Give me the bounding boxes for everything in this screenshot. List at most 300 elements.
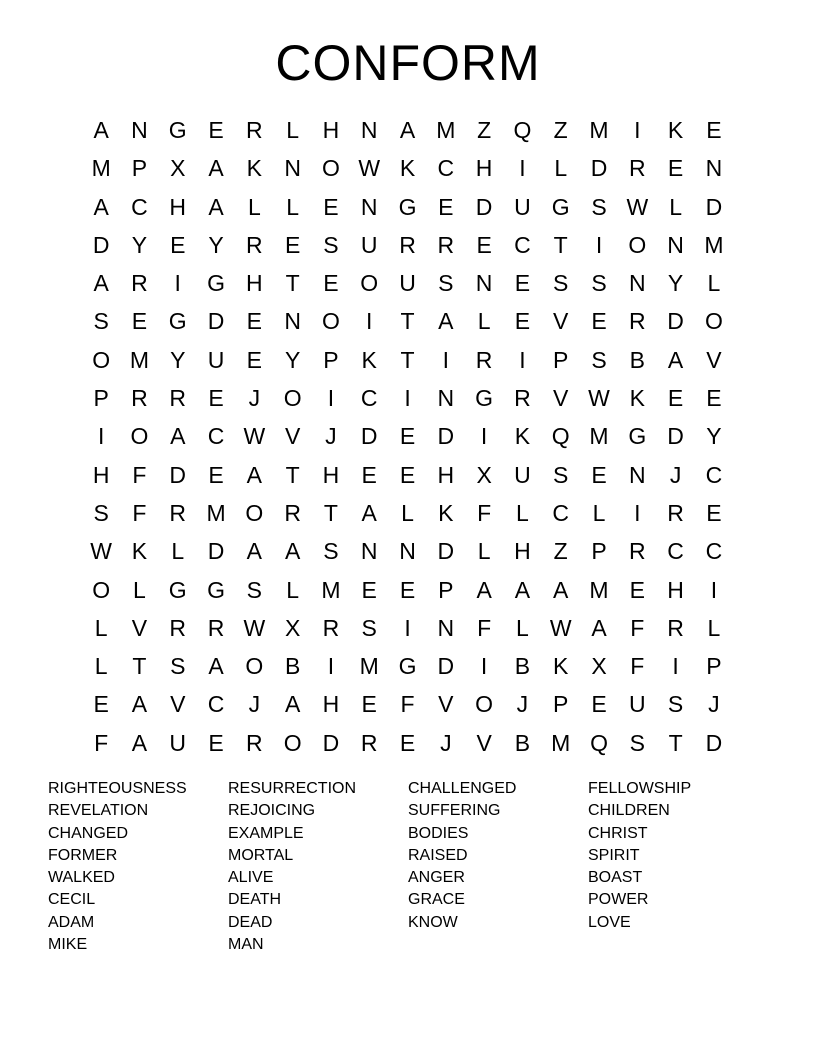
grid-letter[interactable]: D: [705, 193, 723, 220]
grid-letter[interactable]: V: [284, 423, 301, 450]
grid-letter[interactable]: G: [207, 576, 225, 603]
grid-letter[interactable]: E: [361, 691, 377, 718]
grid-letter[interactable]: F: [132, 461, 147, 488]
grid-letter[interactable]: R: [131, 270, 148, 297]
grid-letter[interactable]: O: [321, 155, 340, 182]
grid-letter[interactable]: E: [629, 576, 645, 603]
grid-letter[interactable]: J: [440, 729, 452, 756]
grid-letter[interactable]: L: [247, 193, 261, 220]
grid-letter[interactable]: A: [246, 461, 262, 488]
grid-letter[interactable]: V: [438, 691, 454, 718]
grid-letter[interactable]: W: [588, 385, 610, 412]
grid-letter[interactable]: N: [360, 117, 378, 143]
grid-letter[interactable]: R: [169, 614, 187, 641]
grid-letter[interactable]: C: [360, 385, 378, 412]
grid-letter[interactable]: O: [283, 729, 302, 756]
grid-letter[interactable]: P: [131, 155, 148, 182]
grid-letter[interactable]: P: [591, 538, 607, 565]
grid-letter[interactable]: X: [476, 461, 492, 488]
grid-letter[interactable]: O: [245, 499, 264, 526]
grid-letter[interactable]: H: [322, 461, 340, 488]
grid-letter[interactable]: L: [286, 193, 300, 220]
grid-letter[interactable]: M: [321, 576, 341, 603]
grid-letter[interactable]: G: [168, 308, 187, 335]
grid-letter[interactable]: W: [90, 538, 112, 565]
grid-letter[interactable]: A: [208, 653, 224, 680]
grid-letter[interactable]: E: [208, 461, 224, 488]
grid-letter[interactable]: E: [208, 729, 224, 756]
word-list-item: POWER: [588, 891, 649, 909]
grid-letter[interactable]: Y: [208, 231, 224, 258]
grid-letter[interactable]: N: [667, 231, 684, 258]
grid-letter[interactable]: R: [399, 231, 416, 258]
grid-letter[interactable]: Y: [131, 231, 148, 258]
grid-letter[interactable]: B: [629, 346, 645, 373]
grid-letter[interactable]: O: [92, 576, 111, 603]
grid-letter[interactable]: D: [360, 423, 378, 450]
grid-letter[interactable]: R: [667, 499, 684, 526]
grid-letter[interactable]: S: [93, 499, 109, 526]
grid-letter[interactable]: M: [129, 346, 150, 373]
grid-letter[interactable]: D: [705, 729, 723, 756]
grid-letter[interactable]: W: [243, 614, 266, 641]
grid-letter[interactable]: A: [667, 346, 684, 373]
grid-letter[interactable]: J: [248, 691, 261, 718]
grid-letter[interactable]: I: [710, 576, 718, 603]
grid-letter[interactable]: C: [705, 538, 723, 565]
grid-letter[interactable]: H: [246, 270, 263, 297]
grid-letter[interactable]: A: [514, 576, 531, 603]
grid-letter[interactable]: C: [705, 461, 723, 488]
grid-letter[interactable]: I: [97, 423, 105, 450]
grid-letter[interactable]: R: [628, 155, 646, 182]
grid-letter[interactable]: U: [360, 231, 378, 258]
grid-letter[interactable]: U: [628, 691, 646, 718]
grid-letter[interactable]: P: [323, 346, 339, 373]
grid-letter[interactable]: I: [404, 614, 411, 641]
grid-letter[interactable]: D: [590, 155, 608, 182]
grid-letter[interactable]: L: [171, 538, 185, 565]
grid-letter[interactable]: A: [170, 423, 186, 450]
grid-letter[interactable]: L: [401, 499, 414, 526]
grid-letter[interactable]: H: [437, 461, 455, 488]
grid-letter[interactable]: T: [285, 270, 300, 297]
grid-letter[interactable]: S: [591, 270, 607, 297]
grid-letter[interactable]: E: [591, 691, 607, 718]
grid-letter[interactable]: M: [589, 117, 609, 143]
grid-letter[interactable]: E: [399, 576, 416, 603]
grid-letter[interactable]: H: [92, 461, 110, 488]
grid-letter[interactable]: E: [399, 461, 416, 488]
grid-letter[interactable]: A: [476, 576, 492, 603]
grid-letter[interactable]: M: [206, 499, 226, 526]
grid-letter[interactable]: I: [442, 346, 450, 373]
grid-letter[interactable]: V: [553, 385, 569, 412]
grid-letter[interactable]: M: [359, 653, 379, 680]
grid-letter[interactable]: L: [286, 117, 300, 143]
grid-letter[interactable]: U: [514, 193, 531, 220]
grid-letter[interactable]: N: [628, 270, 646, 297]
grid-letter[interactable]: I: [366, 308, 373, 335]
grid-letter[interactable]: L: [516, 614, 529, 641]
grid-letter[interactable]: N: [437, 385, 455, 412]
grid-letter[interactable]: G: [628, 423, 647, 450]
grid-letter[interactable]: C: [437, 155, 455, 182]
grid-letter[interactable]: S: [591, 346, 607, 373]
grid-letter[interactable]: K: [399, 155, 416, 182]
grid-letter[interactable]: L: [707, 270, 721, 297]
grid-letter[interactable]: N: [360, 193, 378, 220]
grid-letter[interactable]: U: [207, 346, 225, 373]
grid-letter[interactable]: Q: [551, 423, 570, 450]
grid-letter[interactable]: E: [131, 308, 148, 335]
grid-letter[interactable]: M: [551, 729, 571, 756]
grid-letter[interactable]: Z: [553, 538, 568, 565]
grid-letter[interactable]: S: [438, 270, 454, 297]
grid-letter[interactable]: K: [629, 385, 645, 412]
grid-letter[interactable]: E: [667, 385, 684, 412]
grid-letter[interactable]: R: [169, 499, 187, 526]
grid-letter[interactable]: L: [554, 155, 568, 182]
grid-letter[interactable]: F: [400, 691, 415, 718]
grid-letter[interactable]: I: [480, 653, 488, 680]
grid-letter[interactable]: G: [168, 117, 187, 143]
grid-letter[interactable]: E: [667, 155, 684, 182]
grid-letter[interactable]: E: [706, 385, 722, 412]
grid-letter[interactable]: E: [208, 385, 224, 412]
grid-letter[interactable]: N: [360, 538, 378, 565]
grid-letter[interactable]: N: [131, 117, 148, 143]
grid-letter[interactable]: O: [245, 653, 264, 680]
grid-letter[interactable]: W: [243, 423, 266, 450]
grid-letter[interactable]: G: [551, 193, 570, 220]
grid-letter[interactable]: E: [706, 117, 722, 143]
grid-letter[interactable]: P: [553, 346, 569, 373]
grid-letter[interactable]: P: [438, 576, 454, 603]
grid-letter[interactable]: A: [399, 117, 416, 143]
grid-letter[interactable]: E: [246, 346, 262, 373]
grid-letter[interactable]: I: [327, 385, 335, 412]
grid-letter[interactable]: X: [591, 653, 607, 680]
grid-letter[interactable]: D: [169, 461, 187, 488]
grid-letter[interactable]: T: [400, 346, 415, 373]
grid-letter[interactable]: E: [514, 270, 531, 297]
grid-letter[interactable]: T: [323, 499, 338, 526]
grid-letter[interactable]: T: [132, 653, 147, 680]
grid-letter[interactable]: L: [707, 614, 721, 641]
grid-letter[interactable]: F: [630, 614, 645, 641]
grid-letter[interactable]: K: [438, 499, 454, 526]
grid-letter[interactable]: N: [284, 155, 301, 182]
grid-letter[interactable]: S: [93, 308, 109, 335]
grid-letter[interactable]: E: [323, 193, 339, 220]
word-list-item: GRACE: [408, 891, 465, 909]
grid-letter[interactable]: T: [553, 231, 568, 258]
grid-letter[interactable]: Q: [513, 117, 532, 143]
grid-letter[interactable]: M: [91, 155, 111, 182]
grid-letter[interactable]: P: [706, 653, 722, 680]
grid-letter[interactable]: I: [404, 385, 411, 412]
grid-letter[interactable]: E: [361, 576, 377, 603]
grid-letter[interactable]: Y: [706, 423, 722, 450]
grid-letter[interactable]: F: [132, 499, 147, 526]
grid-letter[interactable]: O: [321, 308, 340, 335]
grid-letter[interactable]: R: [628, 308, 646, 335]
grid-letter[interactable]: S: [591, 193, 607, 220]
grid-letter[interactable]: N: [705, 155, 723, 182]
grid-letter[interactable]: E: [323, 270, 339, 297]
grid-letter[interactable]: I: [174, 270, 181, 297]
grid-letter[interactable]: K: [361, 346, 377, 373]
word-list-column: [228, 778, 408, 956]
grid-letter[interactable]: O: [704, 308, 723, 335]
grid-letter[interactable]: B: [514, 653, 531, 680]
grid-letter[interactable]: V: [131, 614, 148, 641]
grid-letter[interactable]: J: [669, 461, 682, 488]
grid-letter[interactable]: I: [519, 346, 526, 373]
grid-letter[interactable]: R: [207, 614, 225, 641]
grid-letter[interactable]: S: [170, 653, 186, 680]
grid-letter[interactable]: R: [475, 346, 493, 373]
grid-letter[interactable]: U: [514, 461, 531, 488]
grid-letter[interactable]: S: [553, 270, 569, 297]
grid-letter[interactable]: I: [672, 653, 679, 680]
grid-letter[interactable]: S: [246, 576, 262, 603]
grid-letter[interactable]: R: [131, 385, 148, 412]
grid-letter[interactable]: L: [477, 308, 491, 335]
grid-letter[interactable]: S: [361, 614, 377, 641]
grid-letter[interactable]: F: [477, 614, 492, 641]
grid-letter[interactable]: H: [322, 691, 340, 718]
grid-letter[interactable]: E: [591, 308, 607, 335]
grid-letter[interactable]: G: [207, 270, 225, 297]
grid-letter[interactable]: A: [284, 538, 301, 565]
grid-letter[interactable]: S: [629, 729, 645, 756]
grid-letter[interactable]: R: [667, 614, 684, 641]
grid-letter[interactable]: H: [514, 538, 531, 565]
grid-letter[interactable]: T: [285, 461, 300, 488]
grid-letter[interactable]: V: [706, 346, 722, 373]
grid-letter[interactable]: L: [94, 653, 108, 680]
grid-letter[interactable]: J: [325, 423, 337, 450]
grid-letter[interactable]: G: [398, 193, 417, 220]
word-list-item: CECIL: [48, 891, 96, 909]
grid-letter[interactable]: K: [514, 423, 531, 450]
grid-letter[interactable]: A: [131, 729, 148, 756]
grid-letter[interactable]: Q: [590, 729, 608, 756]
grid-letter[interactable]: I: [519, 155, 526, 182]
grid-letter[interactable]: W: [626, 193, 649, 220]
grid-letter[interactable]: V: [553, 308, 569, 335]
grid-letter[interactable]: E: [514, 308, 531, 335]
grid-letter[interactable]: X: [284, 614, 301, 641]
grid-letter[interactable]: G: [475, 385, 494, 412]
grid-letter[interactable]: R: [246, 117, 263, 143]
grid-letter[interactable]: L: [669, 193, 682, 220]
grid-letter[interactable]: R: [284, 499, 301, 526]
grid-letter[interactable]: A: [246, 538, 262, 565]
word-list-item: LOVE: [588, 913, 631, 931]
grid-letter[interactable]: P: [93, 385, 109, 412]
grid-letter[interactable]: C: [514, 231, 531, 258]
grid-letter[interactable]: D: [207, 308, 225, 335]
grid-letter[interactable]: E: [591, 461, 607, 488]
grid-letter[interactable]: W: [549, 614, 572, 641]
grid-letter[interactable]: C: [207, 691, 225, 718]
grid-letter[interactable]: L: [516, 499, 529, 526]
grid-letter[interactable]: L: [477, 538, 491, 565]
grid-letter[interactable]: S: [323, 538, 339, 565]
grid-letter[interactable]: D: [475, 193, 493, 220]
grid-letter[interactable]: Z: [553, 117, 568, 143]
grid-letter[interactable]: C: [131, 193, 148, 220]
grid-letter[interactable]: A: [93, 270, 109, 297]
grid-letter[interactable]: K: [246, 155, 262, 182]
grid-letter[interactable]: U: [399, 270, 416, 297]
grid-letter[interactable]: E: [476, 231, 492, 258]
grid-letter[interactable]: O: [475, 691, 494, 718]
grid-letter[interactable]: W: [358, 155, 381, 182]
grid-letter[interactable]: N: [284, 308, 301, 335]
grid-letter[interactable]: O: [283, 385, 302, 412]
grid-letter[interactable]: K: [667, 117, 684, 143]
grid-letter[interactable]: M: [589, 576, 609, 603]
grid-letter[interactable]: I: [595, 231, 603, 258]
grid-letter[interactable]: N: [475, 270, 493, 297]
grid-letter[interactable]: C: [667, 538, 684, 565]
grid-letter[interactable]: L: [94, 614, 108, 641]
grid-letter[interactable]: Z: [477, 117, 492, 143]
grid-letter[interactable]: E: [706, 499, 722, 526]
grid-letter[interactable]: D: [322, 729, 340, 756]
grid-letter[interactable]: N: [399, 538, 416, 565]
grid-letter[interactable]: S: [553, 461, 569, 488]
grid-letter[interactable]: A: [284, 691, 301, 718]
grid-letter[interactable]: I: [634, 499, 641, 526]
grid-letter[interactable]: H: [169, 193, 187, 220]
grid-letter[interactable]: C: [552, 499, 570, 526]
grid-letter[interactable]: C: [207, 423, 225, 450]
grid-letter[interactable]: D: [437, 538, 455, 565]
grid-letter[interactable]: H: [322, 117, 340, 143]
grid-letter[interactable]: D: [667, 423, 684, 450]
grid-letter[interactable]: A: [208, 193, 224, 220]
grid-letter[interactable]: E: [284, 231, 301, 258]
grid-letter[interactable]: R: [360, 729, 378, 756]
grid-letter[interactable]: D: [92, 231, 110, 258]
grid-letter[interactable]: L: [133, 576, 146, 603]
grid-letter[interactable]: A: [93, 193, 109, 220]
grid-letter[interactable]: F: [477, 499, 492, 526]
grid-letter[interactable]: O: [628, 231, 647, 258]
grid-letter[interactable]: J: [248, 385, 261, 412]
grid-letter[interactable]: R: [514, 385, 531, 412]
grid-letter[interactable]: F: [94, 729, 109, 756]
grid-letter[interactable]: I: [480, 423, 488, 450]
grid-letter[interactable]: O: [360, 270, 379, 297]
grid-letter[interactable]: L: [592, 499, 606, 526]
grid-letter[interactable]: Y: [667, 270, 684, 297]
grid-letter[interactable]: M: [704, 231, 724, 258]
grid-letter[interactable]: R: [628, 538, 646, 565]
grid-letter[interactable]: R: [322, 614, 340, 641]
grid-letter[interactable]: K: [553, 653, 569, 680]
grid-letter[interactable]: D: [207, 538, 225, 565]
grid-letter[interactable]: A: [208, 155, 224, 182]
puzzle-title: CONFORM: [275, 35, 541, 91]
grid-letter[interactable]: H: [667, 576, 684, 603]
word-list-item: MIKE: [48, 936, 88, 954]
word-list-column: [48, 778, 228, 956]
grid-letter[interactable]: A: [591, 614, 607, 641]
grid-letter[interactable]: A: [361, 499, 377, 526]
grid-letter[interactable]: G: [168, 576, 187, 603]
grid-letter[interactable]: G: [398, 653, 417, 680]
grid-letter[interactable]: D: [667, 308, 684, 335]
grid-letter[interactable]: T: [400, 308, 415, 335]
grid-letter[interactable]: J: [708, 691, 720, 718]
grid-letter[interactable]: I: [327, 653, 335, 680]
grid-letter[interactable]: A: [131, 691, 148, 718]
grid-letter[interactable]: V: [476, 729, 492, 756]
grid-letter[interactable]: M: [589, 423, 609, 450]
grid-letter[interactable]: B: [284, 653, 301, 680]
grid-letter[interactable]: E: [93, 691, 109, 718]
grid-letter[interactable]: K: [131, 538, 148, 565]
grid-letter[interactable]: R: [246, 231, 263, 258]
grid-letter[interactable]: Y: [170, 346, 186, 373]
grid-letter[interactable]: E: [399, 423, 416, 450]
grid-letter[interactable]: D: [437, 653, 455, 680]
grid-letter[interactable]: E: [170, 231, 186, 258]
grid-letter[interactable]: P: [553, 691, 569, 718]
grid-letter[interactable]: H: [475, 155, 493, 182]
grid-letter[interactable]: N: [437, 614, 455, 641]
grid-letter[interactable]: J: [516, 691, 529, 718]
grid-letter[interactable]: I: [634, 117, 641, 143]
word-list-item: FORMER: [48, 846, 118, 864]
grid-letter[interactable]: R: [437, 231, 455, 258]
grid-letter[interactable]: E: [246, 308, 262, 335]
grid-letter[interactable]: S: [323, 231, 339, 258]
grid-letter[interactable]: E: [208, 117, 224, 143]
grid-letter[interactable]: L: [286, 576, 300, 603]
grid-letter[interactable]: E: [361, 461, 377, 488]
grid-letter[interactable]: S: [667, 691, 684, 718]
grid-letter[interactable]: N: [628, 461, 646, 488]
grid-letter[interactable]: A: [438, 308, 454, 335]
grid-letter[interactable]: R: [246, 729, 263, 756]
grid-letter[interactable]: E: [438, 193, 454, 220]
grid-letter[interactable]: F: [630, 653, 645, 680]
grid-letter[interactable]: X: [170, 155, 186, 182]
grid-letter[interactable]: A: [93, 117, 109, 143]
grid-letter[interactable]: O: [130, 423, 149, 450]
grid-letter[interactable]: A: [553, 576, 569, 603]
grid-letter[interactable]: E: [399, 729, 416, 756]
grid-letter[interactable]: D: [437, 423, 455, 450]
grid-letter[interactable]: Y: [284, 346, 301, 373]
word-list-item: MORTAL: [228, 846, 294, 864]
grid-letter[interactable]: T: [668, 729, 683, 756]
grid-letter[interactable]: U: [169, 729, 187, 756]
grid-letter[interactable]: M: [436, 117, 456, 143]
grid-letter[interactable]: V: [170, 691, 186, 718]
grid-letter[interactable]: O: [92, 346, 111, 373]
grid-letter[interactable]: R: [169, 385, 187, 412]
grid-letter[interactable]: B: [514, 729, 531, 756]
word-list-column: [588, 778, 768, 956]
